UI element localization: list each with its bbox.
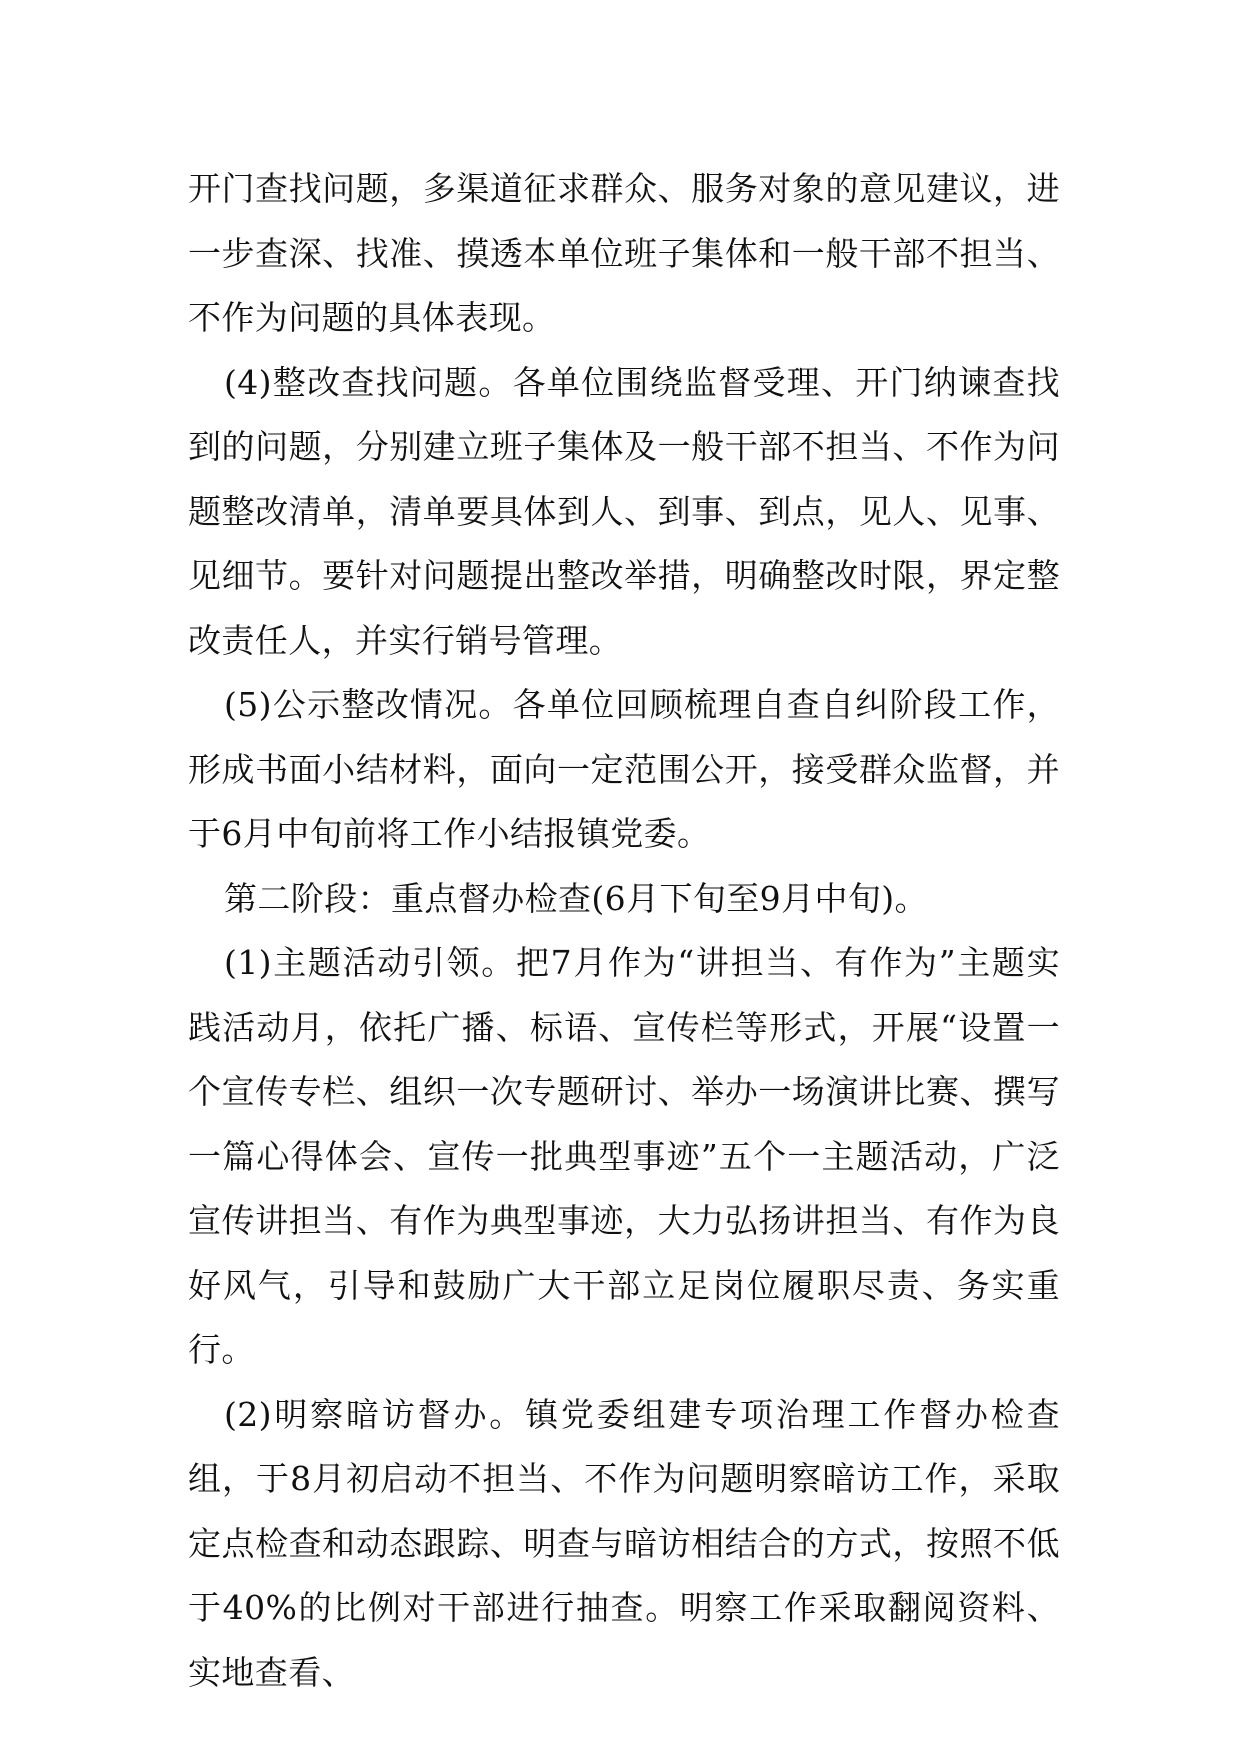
paragraph-stage-two-heading: 第二阶段：重点督办检查(6月下旬至9月中旬)。: [224, 878, 928, 918]
paragraph-rectify-problems: (4)整改查找问题。各单位围绕监督受理、开门纳谏查找到的问题，分别建立班子集体及一般干部不担当、不作为问题整改清单，清单要具体到人、到事、到点，见人、见事、见细节。要针对问题提出整改举措，明确整改时限，界定整改责任人，并实行销号管理。: [188, 362, 1060, 660]
paragraph-inspection-supervision: (2)明察暗访督办。镇党委组建专项治理工作督办检查组，于8月初启动不担当、不作为问题明察暗访工作，采取定点检查和动态跟踪、明查与暗访相结合的方式，按照不低于40%的比例对干部进行抽查。明察工作采取翻阅资料、实地查看、: [188, 1394, 1060, 1692]
document-body: [188, 157, 1060, 1705]
paragraph-publicize-rectification: (5)公示整改情况。各单位回顾梳理自查自纠阶段工作，形成书面小结材料，面向一定范围公开，接受群众监督，并于6月中旬前将工作小结报镇党委。: [188, 685, 1060, 853]
paragraph-continuation: 开门查找问题，多渠道征求群众、服务对象的意见建议，进一步查深、找准、摸透本单位班子集体和一般干部不担当、不作为问题的具体表现。: [188, 169, 1060, 337]
paragraph-theme-activity: (1)主题活动引领。把7月作为“讲担当、有作为”主题实践活动月，依托广播、标语、宣传栏等形式，开展“设置一个宣传专栏、组织一次专题研讨、举办一场演讲比赛、撰写一篇心得体会、宣传一批典型事迹”五个一主题活动，广泛宣传讲担当、有作为典型事迹，大力弘扬讲担当、有作为良好风气，引导和鼓励广大干部立足岗位履职尽责、务实重行。: [188, 943, 1060, 1369]
